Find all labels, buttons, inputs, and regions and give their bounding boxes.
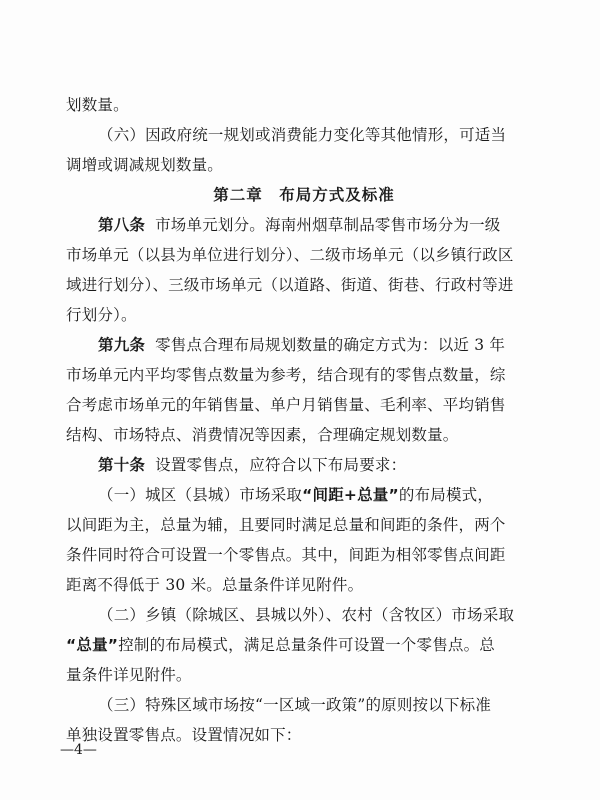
article-8-text: 市场单元划分。海南州烟草制品零售市场分为一级 — [155, 216, 501, 234]
article-10-line — [66, 450, 542, 480]
clause-2-line — [66, 630, 542, 660]
article-8-line — [66, 210, 542, 240]
text-line: 距离不得低于 30 米。总量条件详见附件。 — [66, 576, 364, 594]
text-line: （二）乡镇（除城区、县城以外）、农村（含牧区）市场采取 — [98, 606, 515, 624]
article-10-title: 第十条 — [98, 456, 146, 474]
clause-2-text: 控制的布局模式，满足总量条件可设置一个零售点。总 — [118, 636, 495, 654]
text-line: 量条件详见附件。 — [66, 666, 192, 684]
text-line: 调增或调减规划数量。 — [66, 156, 224, 174]
clause-2-emphasis: “总量” — [66, 636, 119, 654]
text-line: 合考虑市场单元的年销售量、单户月销售量、毛利率、平均销售 — [66, 396, 506, 414]
text-line: 市场单元内平均零售点数量为参考，结合现有的零售点数量，综 — [66, 366, 506, 384]
article-10-text: 设置零售点，应符合以下布局要求： — [155, 456, 407, 474]
document-body — [66, 90, 542, 750]
article-9-line — [66, 330, 542, 360]
clause-1-text-a: （一）城区（县城）市场采取 — [98, 486, 303, 504]
article-8-title: 第八条 — [98, 216, 146, 234]
text-line: 以间距为主，总量为辅，且要同时满足总量和间距的条件，两个 — [66, 516, 506, 534]
article-9-text: 零售点合理布局规划数量的确定方式为：以近 3 年 — [155, 336, 506, 354]
text-line: 域进行划分）、三级市场单元（以道路、街道、街巷、行政村等进 — [66, 276, 514, 294]
text-line: 行划分）。 — [66, 306, 137, 324]
text-line: 结构、市场特点、消费情况等因素，合理确定规划数量。 — [66, 426, 459, 444]
clause-1-text-c: 的布局模式， — [398, 486, 494, 504]
clause-1-emphasis: “间距+总量” — [302, 486, 399, 504]
article-9-title: 第九条 — [98, 336, 146, 354]
text-line: 条件同时符合可设置一个零售点。其中，间距为相邻零售点间距 — [66, 546, 506, 564]
text-line: 划数量。 — [66, 96, 129, 114]
chapter-heading: 第二章 布局方式及标准 — [213, 186, 395, 204]
clause-1-line — [66, 480, 542, 510]
text-line: 市场单元（以县为单位进行划分）、二级市场单元（以乡镇行政区 — [66, 246, 514, 264]
text-line: （三）特殊区域市场按“一区域一政策”的原则按以下标准 — [98, 696, 492, 714]
page-number: —4— — [60, 742, 97, 758]
text-line: 单独设置零售点。设置情况如下： — [66, 726, 302, 744]
text-line: （六）因政府统一规划或消费能力变化等其他情形，可适当 — [98, 126, 507, 144]
